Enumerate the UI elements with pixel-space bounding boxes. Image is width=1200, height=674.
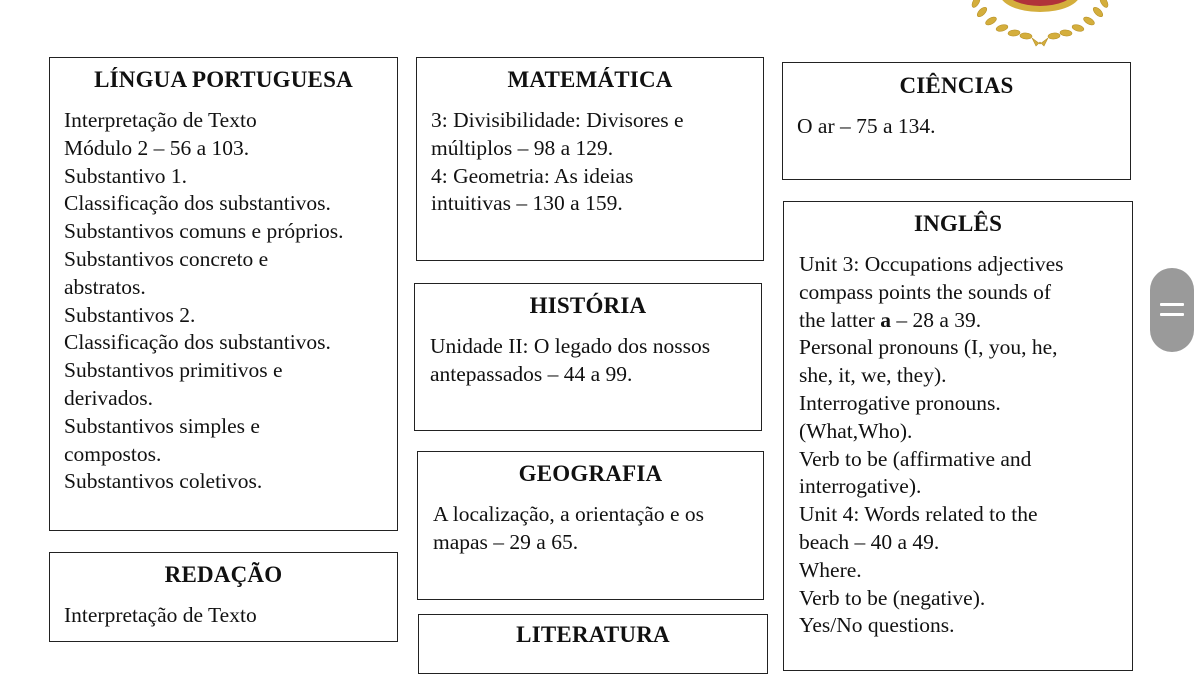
ciencias-title: CIÊNCIAS	[899, 73, 1014, 98]
text-line: Módulo 2 – 56 a 103.	[64, 135, 250, 160]
ciencias-box	[782, 62, 1131, 180]
text-line: Verb to be (affirmative and	[799, 446, 1032, 471]
text-line: múltiplos – 98 a 129.	[431, 135, 614, 160]
text-line: Substantivo 1.	[64, 163, 188, 188]
literatura-box	[418, 614, 768, 674]
text-line: compostos.	[64, 441, 162, 466]
geografia-box	[417, 451, 764, 600]
text-line: Substantivos coletivos.	[64, 469, 263, 494]
matematica-title: MATEMÁTICA	[507, 67, 673, 92]
text-line: Unidade II: O legado dos nossos	[430, 334, 711, 358]
text-line: Classificação dos substantivos.	[64, 330, 331, 355]
text-line: 4: Geometria: As ideias	[431, 163, 634, 188]
lingua-portuguesa-box	[49, 57, 398, 531]
text-line: Verb to be (negative).	[799, 585, 986, 610]
geografia-title: GEOGRAFIA	[518, 461, 663, 486]
text-line: 3: Divisibilidade: Divisores e	[431, 108, 684, 132]
text-line: Substantivos comuns e próprios.	[64, 219, 344, 244]
historia-title: HISTÓRIA	[529, 293, 647, 318]
ingles-title: INGLÊS	[913, 211, 1003, 236]
text-line: Substantivos primitivos e	[64, 358, 283, 383]
redacao-box	[49, 552, 398, 642]
text-fragment: – 28 a 39.	[890, 307, 982, 332]
text-line	[799, 307, 1132, 335]
text-line: Substantivos 2.	[64, 302, 196, 327]
bold-letter: a	[880, 307, 891, 332]
school-emblem-icon	[962, 0, 1118, 50]
text-line: Personal pronouns (I, you, he,	[799, 335, 1058, 360]
text-line: she, it, we, they).	[799, 363, 947, 388]
text-line: Interpretação de Texto	[64, 108, 257, 132]
text-line: abstratos.	[64, 274, 146, 299]
text-line: Unit 3: Occupations adjectives	[799, 252, 1064, 276]
historia-box	[414, 283, 762, 431]
handle-bar	[1160, 313, 1184, 316]
text-line: O ar – 75 a 134.	[797, 114, 936, 138]
text-line: Where.	[799, 557, 862, 582]
text-fragment: the latter	[799, 307, 881, 332]
text-line: Unit 4: Words related to the	[799, 502, 1038, 527]
text-line: mapas – 29 a 65.	[433, 529, 579, 554]
scroll-handle-icon[interactable]	[1150, 268, 1194, 352]
matematica-box	[416, 57, 764, 261]
redacao-title: REDAÇÃO	[164, 562, 283, 587]
text-line: Substantivos simples e	[64, 413, 260, 438]
text-line: antepassados – 44 a 99.	[430, 361, 633, 386]
handle-bar	[1160, 303, 1184, 306]
text-line: (What,Who).	[799, 418, 913, 443]
ingles-box	[783, 201, 1133, 671]
text-line: Classificação dos substantivos.	[64, 191, 331, 216]
literatura-title: LITERATURA	[516, 622, 670, 647]
text-line: intuitivas – 130 a 159.	[431, 191, 623, 216]
text-line: Substantivos concreto e	[64, 246, 269, 271]
text-line: Interpretação de Texto	[64, 603, 257, 627]
text-line: compass points the sounds of	[799, 279, 1052, 304]
text-line: Interrogative pronouns.	[799, 390, 1001, 415]
text-line: Yes/No questions.	[799, 613, 955, 638]
text-line: beach – 40 a 49.	[799, 529, 940, 554]
text-line: derivados.	[64, 385, 153, 410]
lingua-portuguesa-title: LÍNGUA PORTUGUESA	[94, 67, 353, 92]
text-line: interrogative).	[799, 474, 922, 499]
text-line: A localização, a orientação e os	[433, 502, 704, 526]
